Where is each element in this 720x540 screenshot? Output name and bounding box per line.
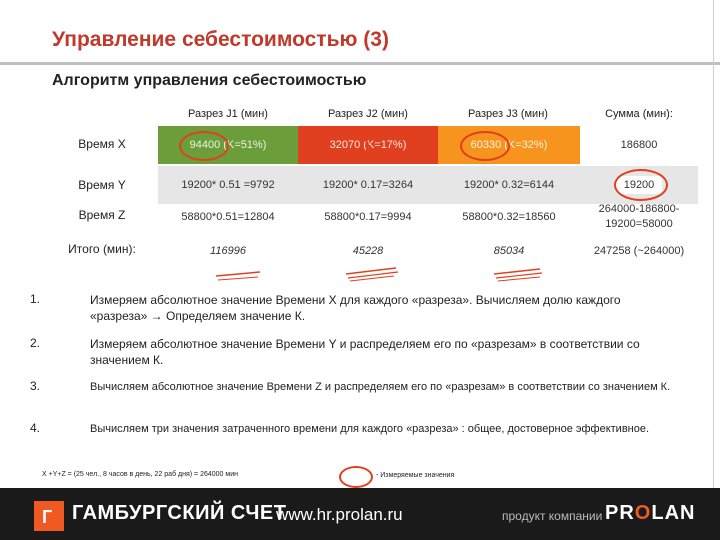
prolan-logo-part: LAN (651, 502, 696, 524)
cell-z-j3: 58800*0.32=18560 (462, 211, 556, 223)
cell-x-sum: 186800 (620, 139, 658, 151)
column-header-j2: Разрез J2 (мин) (328, 108, 408, 120)
step-text: Вычисляем абсолютное значение Времени Z и распределяем его по «разрезам» в соответствии со значением К. (90, 381, 671, 393)
step-number: 2. (30, 336, 41, 350)
cell-y-j3: 19200* 0.32=6144 (463, 179, 555, 191)
legend-text: - Измеряемые значения (376, 472, 455, 479)
measured-marker (614, 169, 668, 201)
measured-marker (460, 131, 510, 161)
step-number: 4. (30, 421, 41, 435)
row-label-total: Итого (мин): (68, 242, 136, 256)
measured-marker (179, 131, 229, 161)
cell-x-j3: 60330 (K=32%) (438, 126, 580, 164)
brand-name: ГАМБУРГСКИЙ СЧЕТ (72, 502, 287, 524)
step-number: 3. (30, 379, 41, 393)
page-title: Управление себестоимостью (3) (52, 28, 389, 51)
column-header-sum: Сумма (мин): (605, 108, 673, 120)
step-text: Измеряем абсолютное значение Времени X для каждого «разреза». Вычисляем долю каждого «разреза» → Определяем значение К. (90, 293, 621, 323)
measured-marker (319, 131, 369, 161)
row-label-time-x: Время X (78, 137, 126, 151)
brand-logo-letter: Г (42, 507, 53, 527)
row-label-time-z: Время Z (78, 208, 126, 222)
cell-total-j2: 45228 (352, 245, 384, 257)
row-label-time-y: Время Y (78, 178, 126, 192)
prolan-logo-o: O (634, 502, 652, 524)
cell-total-j3: 85034 (493, 245, 525, 257)
site-url: www.hr.prolan.ru (276, 505, 403, 524)
underline-scribble-j1 (212, 268, 264, 284)
step-text: Измеряем абсолютное значение Времени Y и распределяем его по «разрезам» в соответствии со значением К. (90, 337, 640, 367)
underline-scribble-j2 (342, 264, 402, 284)
column-header-j3: Разрез J3 (мин) (468, 108, 548, 120)
cell-z-j2: 58800*0.17=9994 (324, 211, 412, 223)
underline-scribble-j3 (490, 266, 546, 284)
step-number: 1. (30, 292, 41, 306)
prolan-logo-part: PR (605, 502, 635, 524)
column-header-j1: Разрез J1 (мин) (188, 108, 268, 120)
cell-total-sum: 247258 (~264000) (593, 244, 685, 257)
cell-y-j2: 19200* 0.17=3264 (322, 179, 414, 191)
legend-marker-icon (339, 466, 373, 488)
page-subtitle: Алгоритм управления себестоимостью (52, 72, 367, 89)
formula-note: X +Y+Z = (25 чел., 8 часов в день, 22 раб дня) = 264000 мин (42, 471, 238, 478)
cell-y-sum-value: 19200 (616, 176, 663, 194)
company-caption: продукт компании (502, 509, 603, 523)
frame-edge (713, 0, 714, 488)
prolan-logo (605, 502, 695, 525)
cell-x-j1: 94400 (K=51%) (158, 126, 298, 164)
cell-x-j2: 32070 (K=17%) (298, 126, 438, 164)
cell-z-sum: 264000-186800-19200=58000 (598, 203, 680, 230)
title-divider (0, 62, 720, 65)
cell-y-j1: 19200* 0.51 =9792 (181, 179, 275, 191)
cell-z-j1: 58800*0.51=12804 (181, 211, 275, 223)
step-text: Вычисляем три значения затраченного времени для каждого «разреза» : общее, достоверное эффективное. (90, 423, 650, 435)
cell-total-j1: 116996 (210, 245, 246, 257)
